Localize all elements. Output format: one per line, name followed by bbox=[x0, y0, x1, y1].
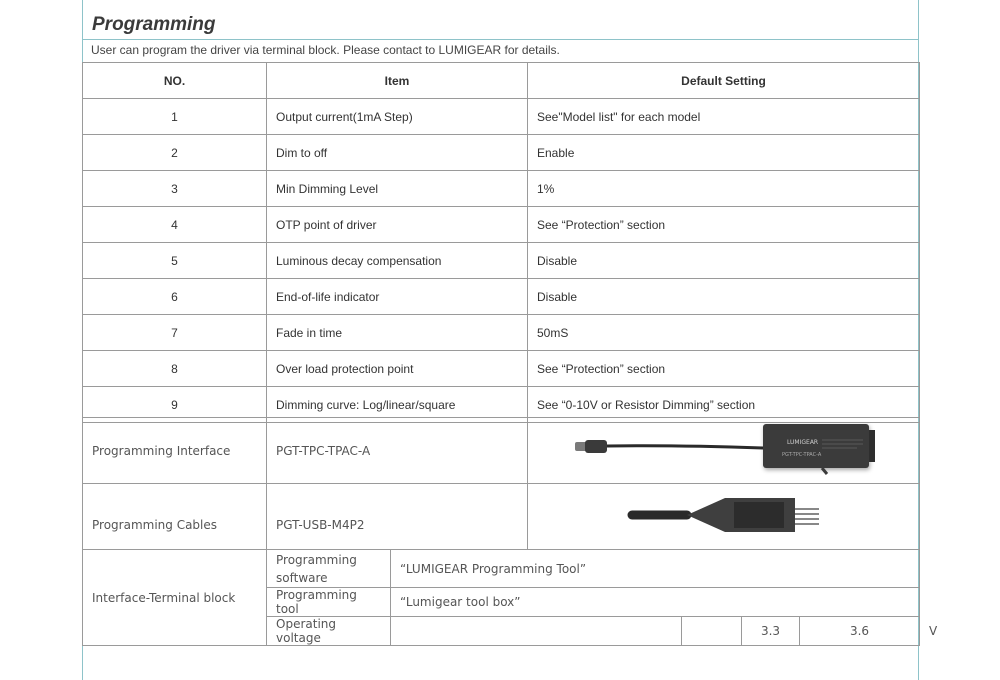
section-title: Programming bbox=[92, 14, 216, 35]
cable-connector-icon bbox=[537, 484, 927, 546]
row-no: 6 bbox=[83, 279, 267, 315]
programming-cables-model: PGT-USB-M4P2 bbox=[267, 484, 528, 550]
programming-software-row bbox=[83, 550, 920, 588]
programming-software-label: Programming software bbox=[267, 550, 391, 588]
programming-tool-value: “Lumigear tool box” bbox=[391, 588, 920, 617]
programming-cables-row bbox=[83, 484, 920, 550]
header-item: Item bbox=[267, 63, 528, 99]
row-default: Disable bbox=[528, 279, 920, 315]
programming-interface-label: Programming Interface bbox=[83, 418, 267, 484]
table-row bbox=[83, 99, 920, 135]
table-row bbox=[83, 171, 920, 207]
row-no: 3 bbox=[83, 171, 267, 207]
row-no: 9 bbox=[83, 387, 267, 423]
row-default: See “Protection” section bbox=[528, 207, 920, 243]
device-brand: LUMIGEAR bbox=[787, 439, 819, 446]
device-model: PGT-TPC-TPAC-A bbox=[782, 452, 822, 458]
row-default: Enable bbox=[528, 135, 920, 171]
row-default: See “0-10V or Resistor Dimming” section bbox=[528, 387, 920, 423]
row-no: 2 bbox=[83, 135, 267, 171]
programming-interface-row bbox=[83, 418, 920, 484]
row-item: Dimming curve: Log/linear/square bbox=[267, 387, 528, 423]
row-default: See “Protection” section bbox=[528, 351, 920, 387]
programming-table bbox=[82, 62, 920, 423]
programming-tool-label: Programming tool bbox=[267, 588, 391, 617]
row-item: End-of-life indicator bbox=[267, 279, 528, 315]
table-row bbox=[83, 207, 920, 243]
table-row bbox=[83, 243, 920, 279]
operating-voltage-max: 3.6 bbox=[800, 617, 920, 646]
row-no: 1 bbox=[83, 99, 267, 135]
table-row bbox=[83, 279, 920, 315]
table-row bbox=[83, 351, 920, 387]
row-item: Dim to off bbox=[267, 135, 528, 171]
header-no: NO. bbox=[83, 63, 267, 99]
operating-voltage-typ: 3.3 bbox=[742, 617, 800, 646]
programming-interface-model: PGT-TPC-TPAC-A bbox=[267, 418, 528, 484]
row-item: Fade in time bbox=[267, 315, 528, 351]
interface-table bbox=[82, 417, 938, 646]
row-default: Disable bbox=[528, 243, 920, 279]
operating-voltage-row: Operating voltage 3.3 3.6 V bbox=[83, 617, 920, 646]
operating-voltage-label: Operating voltage bbox=[267, 617, 391, 646]
row-item: Over load protection point bbox=[267, 351, 528, 387]
operating-voltage-min bbox=[682, 617, 742, 646]
cable-connector-image bbox=[528, 484, 920, 550]
table-row bbox=[83, 135, 920, 171]
row-no: 8 bbox=[83, 351, 267, 387]
row-default: 1% bbox=[528, 171, 920, 207]
usb-programmer-icon bbox=[537, 418, 927, 480]
programming-software-value: “LUMIGEAR Programming Tool” bbox=[391, 550, 920, 588]
row-no: 4 bbox=[83, 207, 267, 243]
row-no: 5 bbox=[83, 243, 267, 279]
header-default: Default Setting bbox=[528, 63, 920, 99]
row-item: OTP point of driver bbox=[267, 207, 528, 243]
programming-cables-label: Programming Cables bbox=[83, 484, 267, 550]
operating-voltage-blank bbox=[391, 617, 682, 646]
row-default: See"Model list" for each model bbox=[528, 99, 920, 135]
row-item: Min Dimming Level bbox=[267, 171, 528, 207]
row-no: 7 bbox=[83, 315, 267, 351]
usb-programmer-image bbox=[528, 418, 920, 484]
row-default: 50mS bbox=[528, 315, 920, 351]
divider bbox=[82, 39, 919, 40]
intro-text: User can program the driver via terminal block. Please contact to LUMIGEAR for details. bbox=[91, 43, 560, 57]
terminal-block-label: Interface-Terminal block bbox=[83, 550, 267, 646]
table-row bbox=[83, 315, 920, 351]
row-item: Output current(1mA Step) bbox=[267, 99, 528, 135]
row-item: Luminous decay compensation bbox=[267, 243, 528, 279]
table-header-row bbox=[83, 63, 920, 99]
